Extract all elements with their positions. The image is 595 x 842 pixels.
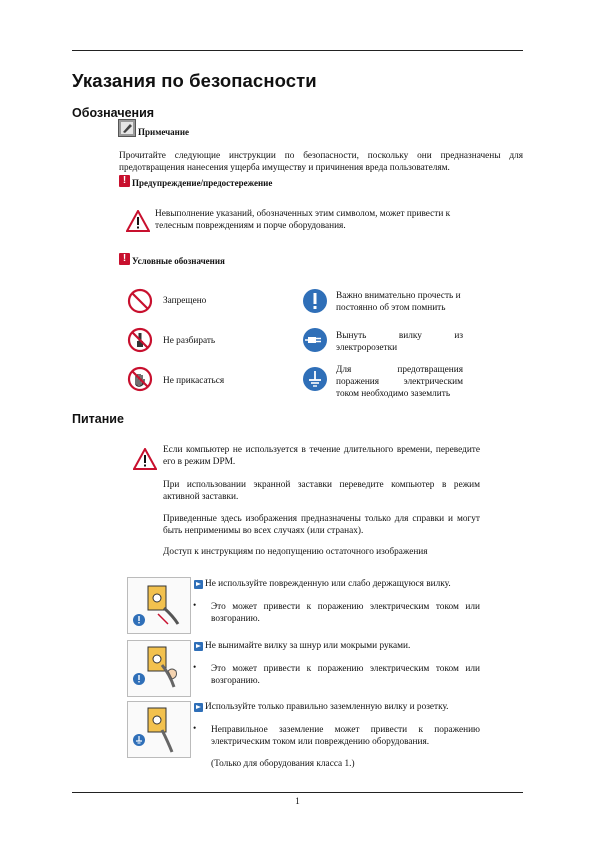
symbol-important-label: Важно внимательно прочесть и постоянно об этом помнить: [336, 291, 461, 313]
warning-text: Невыполнение указаний, обозначенных этим символом, может привести к телесным повреждениям и порче оборудования.: [155, 209, 451, 231]
symbol-no-disassemble-label: Не разбирать: [163, 336, 216, 346]
no-touch-icon: [127, 366, 153, 397]
item-3-bullet: [193, 724, 480, 748]
page-number: 1: [295, 797, 300, 807]
note-text: Прочитайте следующие инструкции по безопасности, поскольку они предназначены для предотвращения нанесения ущерба имуществу и причинения вреда пользователям.: [119, 151, 523, 173]
symbols-label: Условные обозначения: [132, 256, 225, 266]
symbol-unplug-label: Вынуть вилку из электророзетки: [336, 331, 463, 353]
note-label: Примечание: [138, 127, 190, 137]
item-2-bullet-text: Это может привести к поражению электрическим током или возгоранию.: [211, 664, 480, 686]
forbidden-icon: [127, 288, 153, 319]
item-1-bullet: [193, 601, 480, 625]
power-intro-1: Если компьютер не используется в течение длительного времени, переведите его в режим DPM.: [163, 445, 480, 467]
item-3-bullet-text: Неправильное заземление может привести к поражению электрическим током или повреждению оборудования.: [211, 725, 480, 747]
notation-heading: Обозначения: [72, 106, 155, 120]
important-icon: [302, 288, 328, 319]
item-2-title: Не вынимайте вилку за шнур или мокрыми руками.: [205, 641, 411, 651]
symbols-label-icon: !: [119, 253, 130, 265]
power-intro-4: Доступ к инструкциям по недопущению остаточного изображения: [163, 547, 428, 557]
ground-icon: [302, 366, 328, 397]
item-2-bullet: [193, 663, 480, 687]
bullet-dot: •: [193, 724, 197, 734]
warning-triangle-icon: [126, 210, 150, 237]
item-1-title: Не используйте поврежденную или слабо держащуюся вилку.: [205, 579, 451, 589]
warning-label: Предупреждение/предостережение: [132, 178, 273, 188]
wet-hands-plug-illustration: [127, 640, 191, 697]
bullet-dot: •: [193, 601, 197, 611]
header-rule: [72, 50, 523, 51]
warning-label-icon: !: [119, 175, 130, 187]
note-icon: [118, 119, 136, 142]
grounded-plug-illustration: [127, 701, 191, 758]
item-3-title: Используйте только правильно заземленную вилку и розетку.: [205, 702, 449, 712]
damaged-plug-illustration: [127, 577, 191, 634]
power-warning-triangle-icon: [133, 448, 157, 475]
item-2-marker-icon: [194, 642, 203, 651]
item-1-marker-icon: [194, 580, 203, 589]
power-intro-2: При использовании экранной заставки переведите компьютер в режим активной заставки.: [163, 480, 480, 502]
symbol-no-touch-label: Не прикасаться: [163, 376, 225, 386]
item-3-marker-icon: [194, 703, 203, 712]
power-intro-3: Приведенные здесь изображения предназначены только для справки и могут быть неприменимы во всех случаях (или странах).: [163, 514, 480, 536]
page-title: Указания по безопасности: [72, 70, 317, 91]
footer-rule: [72, 792, 523, 793]
unplug-icon: [302, 327, 328, 358]
no-disassemble-icon: [127, 327, 153, 358]
symbol-forbidden-label: Запрещено: [163, 296, 207, 306]
item-1-bullet-text: Это может привести к поражению электрическим током или возгоранию.: [211, 602, 480, 624]
bullet-dot: •: [193, 663, 197, 673]
symbol-ground-label: Для предотвращения поражения электрическим током необходимо заземлить: [336, 365, 463, 399]
item-3-extra: (Только для оборудования класса 1.): [211, 759, 355, 769]
power-heading: Питание: [72, 412, 124, 426]
